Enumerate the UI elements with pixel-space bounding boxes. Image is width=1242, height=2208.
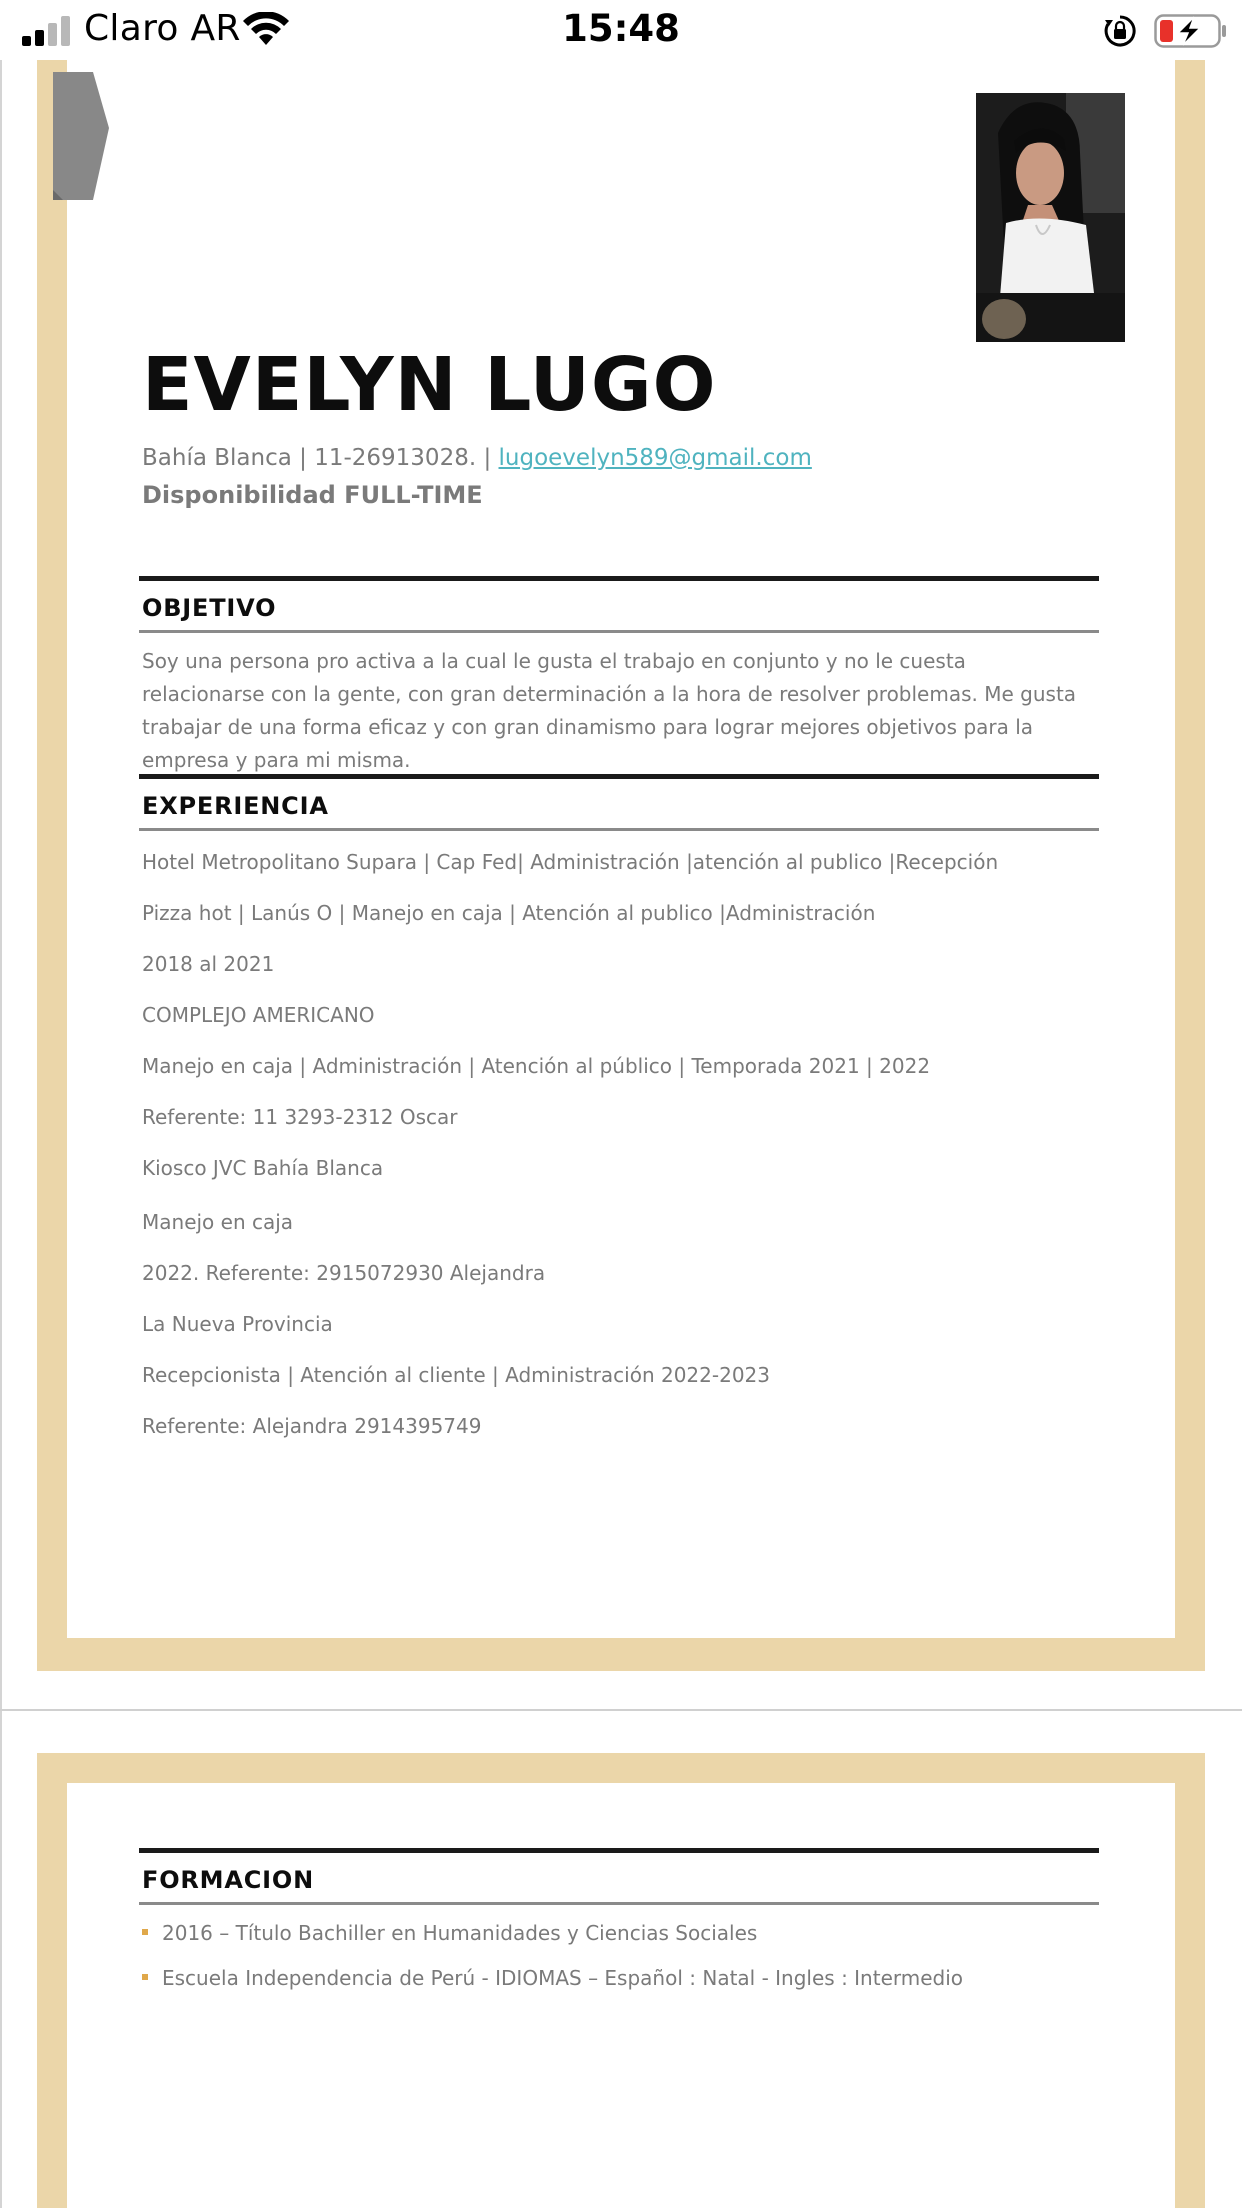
experience-line: Referente: Alejandra 2914395749 bbox=[142, 1414, 482, 1438]
section-title-experiencia: EXPERIENCIA bbox=[142, 792, 329, 820]
experience-line: COMPLEJO AMERICANO bbox=[142, 1003, 375, 1027]
experience-line: Manejo en caja bbox=[142, 1210, 294, 1234]
experience-line: 2022. Referente: 2915072930 Alejandra bbox=[142, 1261, 546, 1285]
section-divider bbox=[139, 774, 1099, 779]
status-bar bbox=[0, 0, 1242, 60]
availability: Disponibilidad FULL-TIME bbox=[142, 481, 483, 509]
section-underline bbox=[139, 630, 1099, 633]
status-time: 15:48 bbox=[562, 7, 680, 50]
education-item bbox=[142, 1966, 963, 1990]
experience-line: La Nueva Provincia bbox=[142, 1312, 333, 1336]
section-underline bbox=[139, 828, 1099, 831]
experience-line: Hotel Metropolitano Supara | Cap Fed| Administración |atención al publico |Recepción bbox=[142, 850, 999, 874]
page-separator bbox=[0, 1709, 1242, 1711]
candidate-name: EVELYN LUGO bbox=[142, 342, 717, 428]
contact-location-phone: Bahía Blanca | 11-26913028. | bbox=[142, 445, 499, 471]
battery-charging-icon bbox=[1154, 14, 1228, 48]
section-divider bbox=[139, 576, 1099, 581]
section-divider bbox=[139, 1848, 1099, 1853]
carrier-name: Claro AR bbox=[84, 8, 241, 49]
education-item bbox=[142, 1921, 757, 1945]
experience-line: Kiosco JVC Bahía Blanca bbox=[142, 1156, 384, 1180]
education-item-text: 2016 – Título Bachiller en Humanidades y Ciencias Sociales bbox=[162, 1921, 758, 1945]
bookmark-ribbon-icon bbox=[53, 72, 111, 202]
experience-line: Referente: 11 3293-2312 Oscar bbox=[142, 1105, 458, 1129]
section-title-formacion: FORMACION bbox=[142, 1866, 314, 1894]
section-title-objetivo: OBJETIVO bbox=[142, 594, 277, 622]
profile-photo bbox=[976, 93, 1125, 342]
rotation-lock-icon bbox=[1103, 14, 1137, 48]
experience-line: Recepcionista | Atención al cliente | Administración 2022-2023 bbox=[142, 1363, 770, 1387]
objective-text: Soy una persona pro activa a la cual le gusta el trabajo en conjunto y no le cuesta relacionarse con la gente, con gran determinación a la hora de resolver problemas. Me gusta trabajar de una forma eficaz y con gran dinamismo para lograr mejores objetivos para la empresa y para mi misma. bbox=[142, 649, 1077, 772]
bullet-square-icon bbox=[142, 1929, 148, 1935]
experience-line: 2018 al 2021 bbox=[142, 952, 275, 976]
contact-info bbox=[142, 445, 812, 471]
page-2-content-area bbox=[67, 1783, 1175, 2208]
email-link[interactable]: lugoevelyn589@gmail.com bbox=[498, 445, 812, 471]
bullet-square-icon bbox=[142, 1974, 148, 1980]
experience-line: Pizza hot | Lanús O | Manejo en caja | Atención al publico |Administración bbox=[142, 901, 876, 925]
education-item-text: Escuela Independencia de Perú - IDIOMAS – Español : Natal - Ingles : Intermedio bbox=[162, 1966, 964, 1990]
section-underline bbox=[139, 1902, 1099, 1905]
experience-line: Manejo en caja | Administración | Atención al público | Temporada 2021 | 2022 bbox=[142, 1054, 931, 1078]
